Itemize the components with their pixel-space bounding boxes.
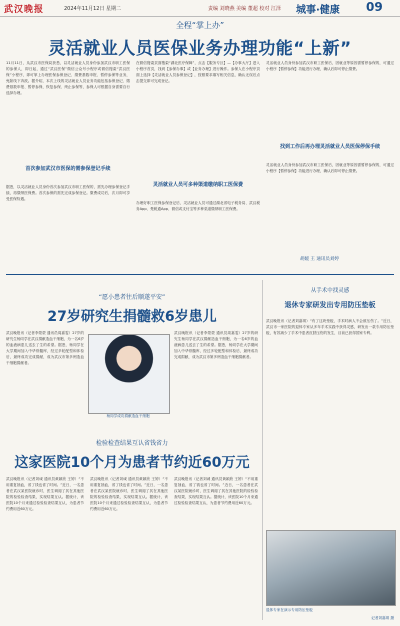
- story1-headline: 灵活就业人员医保业务办理功能“上新”: [48, 39, 352, 59]
- issue-date: 2024年11月12日 星期二: [64, 6, 122, 12]
- sidebar-photo-credit: 记者刘嘉琪 摄: [371, 616, 394, 620]
- sidebar-photo-caption: 退休专家在演示专用防压垫板: [266, 608, 313, 612]
- story2-body: 武汉晚报讯（记者李蒙蒙 通讯员周嘉雯）27岁的研究生杨同学在武汉捐献造血干细胞，为一名6岁的血液病患儿送去了生的希望。据悉，杨同学在大学期间加入中华骨髓库，经过多轮配型和体检后，最终成功完成捐献，成为武汉市第多例造血干细胞捐献者。: [6, 331, 84, 365]
- story1-col5b: 灵活就业人员身份参加武汉市职工医保后，因就业等原因需暂停参保的，可通过小程序【暂停参保】功能进行办理，确认后即可停止缴费。: [266, 163, 394, 173]
- story1-subhead-channels: 灵活就业人员可多种渠道缴纳职工医保费: [152, 182, 243, 188]
- story3-headline: 这家医院10个月为患者节约近60万元: [14, 455, 250, 471]
- column-rule: [262, 280, 263, 620]
- story2-headline: 27岁研究生捐髓救6岁患儿: [47, 309, 217, 325]
- donor-photo-caption: 杨同学成功捐献造血干细胞: [106, 414, 150, 418]
- story1-byline: 胡媛 王 通讯员刘婷: [300, 257, 339, 262]
- story1-subhead-stop: 找到工作后再办理灵活就业人员医保停保手续: [279, 144, 380, 150]
- story1-kicker: 全程“掌上办”: [175, 21, 225, 30]
- story2-body-col2: 武汉晚报讯（记者李蒙蒙 通讯员周嘉雯）27岁的研究生杨同学在武汉捐献造血干细胞，为一名6岁的血液病患儿送去了生的希望。据悉，杨同学在大学期间加入中华骨髓库，经过多轮配型和体检后，最终成功完成捐献，成为武汉市第多例造血干细胞捐献者。: [174, 331, 258, 359]
- story3-col3: 武汉晚报讯（记者刘诚 通讯员黄颖欣 王婷）“不用重复抽血，省了钱也省了时间。”近日，一名患者在武汉某医院就诊时，医生调阅了其在其他医院的检验检查结果，实现结果互认。据统计，该医院10个月来通过检验检查结果互认，为患者节约费用近60万元。: [174, 477, 258, 505]
- sidebar-body: 武汉晚报讯（记者刘嘉琪）“有了这块垫板，手术时病人不会被压伤了。”近日，武汉市一家医院的退休专家从多年手术实践中获得灵感，研发出一款专用防压垫板，有效减少了手术中患者皮肤压伤的发生，目前已获得国家专利。: [266, 319, 394, 335]
- sidebar-photo: [266, 530, 396, 606]
- page-number: 09: [366, 0, 383, 14]
- story1-col5: 灵活就业人员身份参加武汉市职工医保后，因就业等原因需暂停参保的，可通过小程序【暂停参保】功能进行办理，确认后即可停止缴费。: [266, 61, 394, 71]
- story1-col2: 在微信搜索页面搜索“湖北医疗保障”，点击【服务专区】—【办事大厅】进入小程序首页，找到【参保办事】或【业务办理】进行操作。参保人在小程序页面上选择【灵活就业人员参保登记】，按照要求填写相关信息，确认无误后点击提交即可完成登记。: [136, 61, 260, 83]
- story1-col4: 据悉，以灵活就业人员身份首次参加武汉市职工医保的，需先办理参保登记手续，再缴纳医保费。首次参保的需先完成参保登记。缴费成功后，次月即可享受医保待遇。: [6, 185, 130, 201]
- sidebar-kicker: 从手术中找灵感: [310, 288, 350, 294]
- story2-kicker: “愿小患者往后顺遂平安”: [98, 294, 166, 301]
- sidebar-headline: 退休专家研发出专用防压垫板: [284, 301, 376, 309]
- newspaper-logo: 武汉晚报: [4, 5, 45, 15]
- story1-col1: 11月11日，从武汉市医保局获悉，以灵活就业人员身份参加武汉市职工医保的参保人，即日起，通过“武汉医保”微信公众号小程序或微信搜索“武汉医保”小程序，即可掌上办理医保参保登记、缴费基数申报、暂停参保等业务，免除线下奔波。据介绍，本次上线的灵活就业人员业务功能包括参保登记、缴费基数申报、暂停参保、恢复参保、终止参保等，参保人可根据自身需要自行选择办理。: [6, 61, 130, 95]
- editor-credits: 责编 刘晓燕 美编 董超 校对 江泽: [208, 6, 281, 12]
- story1-col3: 办理好职工医保参保登记后，灵活就业人员可通过湖北省电子税务局、武汉税务App、楚税通App、微信或支付宝等多种渠道缴纳职工医保费。: [136, 201, 260, 211]
- section-divider: [6, 274, 394, 275]
- masthead: [0, 0, 400, 17]
- story3-col2: 武汉晚报讯（记者刘诚 通讯员黄颖欣 王婷）“不用重复抽血，省了钱也省了时间。”近日，一名患者在武汉某医院就诊时，医生调阅了其在其他医院的检验检查结果，实现结果互认。据统计，该医院10个月来通过检验检查结果互认，为患者节约费用近60万元。: [90, 477, 168, 511]
- story3-col1: 武汉晚报讯（记者刘诚 通讯员黄颖欣 王婷）“不用重复抽血，省了钱也省了时间。”近日，一名患者在武汉某医院就诊时，医生调阅了其在其他医院的检验检查结果，实现结果互认。据统计，该医院10个月来通过检验检查结果互认，为患者节约费用近60万元。: [6, 477, 84, 511]
- story1-subhead-first: 首次参加武汉市医保的需参保登记手续: [25, 166, 111, 172]
- donor-photo: [88, 334, 170, 414]
- section-title: 城事·健康: [296, 5, 340, 16]
- story3-kicker: 检验检查结果互认省钱省力: [95, 440, 168, 447]
